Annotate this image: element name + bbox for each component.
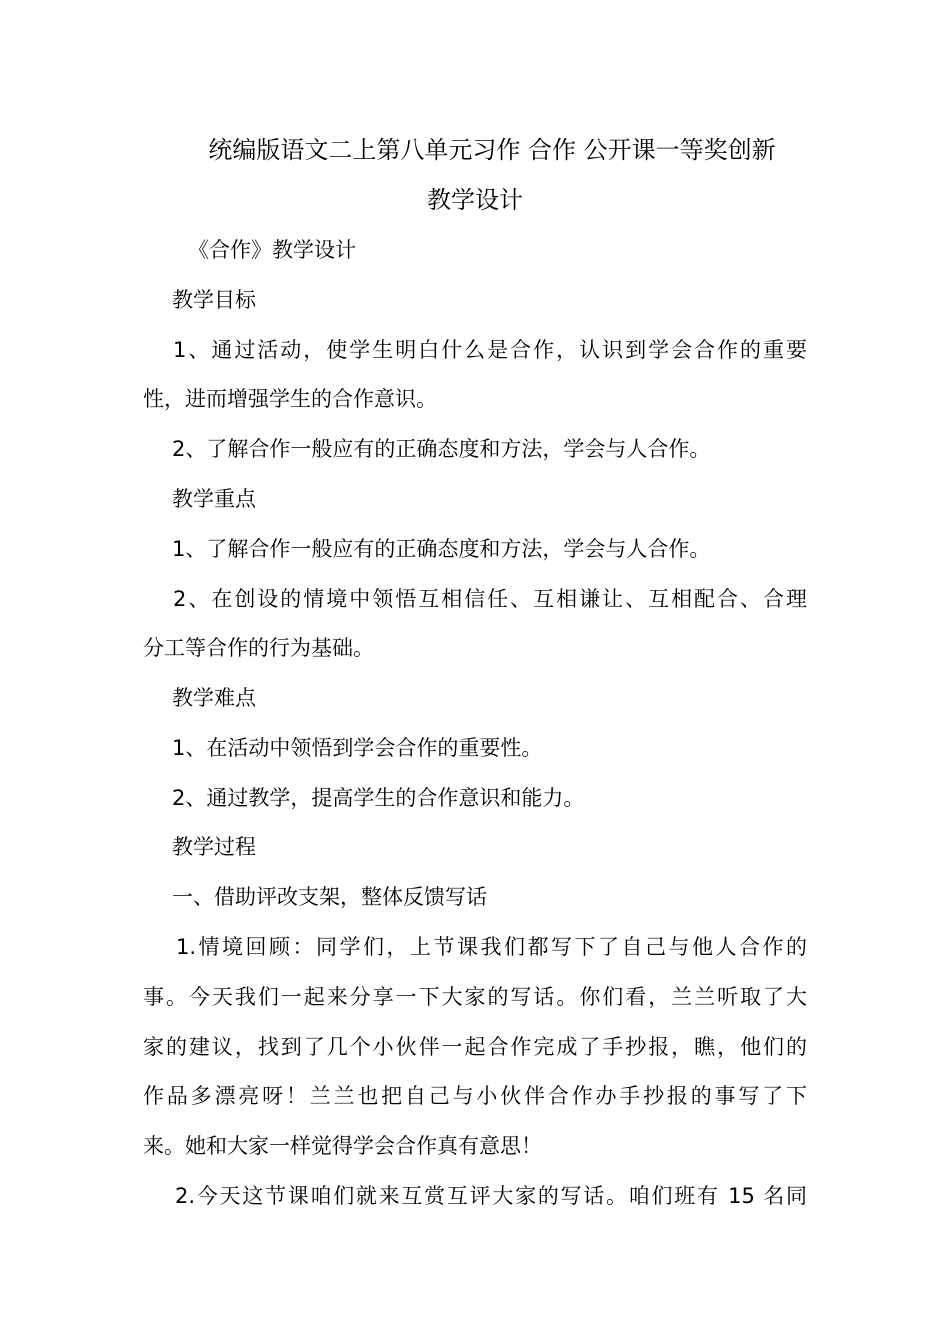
paragraph-1-line-2: 事。今天我们一起来分享一下大家的写话。你们看，兰兰听取了大 xyxy=(143,985,807,1009)
goal-1-line-1: 1、通过活动，使学生明白什么是合作，认识到学会合作的重要 xyxy=(173,338,807,362)
subtitle: 《合作》教学设计 xyxy=(188,238,356,262)
section-heading-difficulties: 教学难点 xyxy=(172,686,256,710)
paragraph-1-line-5: 来。她和大家一样觉得学会合作真有意思！ xyxy=(143,1134,542,1158)
difficulty-1: 1、在活动中领悟到学会合作的重要性。 xyxy=(172,736,543,760)
section-heading-process: 教学过程 xyxy=(172,835,256,859)
key-point-2-line-1: 2、在创设的情境中领悟互相信任、互相谦让、互相配合、合理 xyxy=(173,587,807,611)
goal-1-line-2: 性，进而增强学生的合作意识。 xyxy=(143,387,437,411)
key-point-2-line-2: 分工等合作的行为基础。 xyxy=(143,636,374,660)
section-heading-key-points: 教学重点 xyxy=(172,487,256,511)
paragraph-1-line-3: 家的建议，找到了几个小伙伴一起合作完成了手抄报，瞧，他们的 xyxy=(143,1035,807,1059)
key-point-1: 1、了解合作一般应有的正确态度和方法，学会与人合作。 xyxy=(172,537,711,561)
process-step-1-heading: 一、借助评改支架，整体反馈写话 xyxy=(172,885,487,909)
paragraph-1-line-1: 1.情境回顾：同学们，上节课我们都写下了自己与他人合作的 xyxy=(176,935,807,959)
document-title-line-1: 统编版语文二上第八单元习作 合作 公开课一等奖创新 xyxy=(208,136,776,164)
document-title-line-2: 教学设计 xyxy=(427,186,523,214)
difficulty-2: 2、通过教学，提高学生的合作意识和能力。 xyxy=(172,786,585,810)
goal-2: 2、了解合作一般应有的正确态度和方法，学会与人合作。 xyxy=(172,437,711,461)
paragraph-1-line-4: 作品多漂亮呀！兰兰也把自己与小伙伴合作办手抄报的事写了下 xyxy=(143,1084,807,1108)
section-heading-goals: 教学目标 xyxy=(172,288,256,312)
paragraph-2-line-1: 2.今天这节课咱们就来互赏互评大家的写话。咱们班有 15 名同 xyxy=(175,1184,807,1208)
